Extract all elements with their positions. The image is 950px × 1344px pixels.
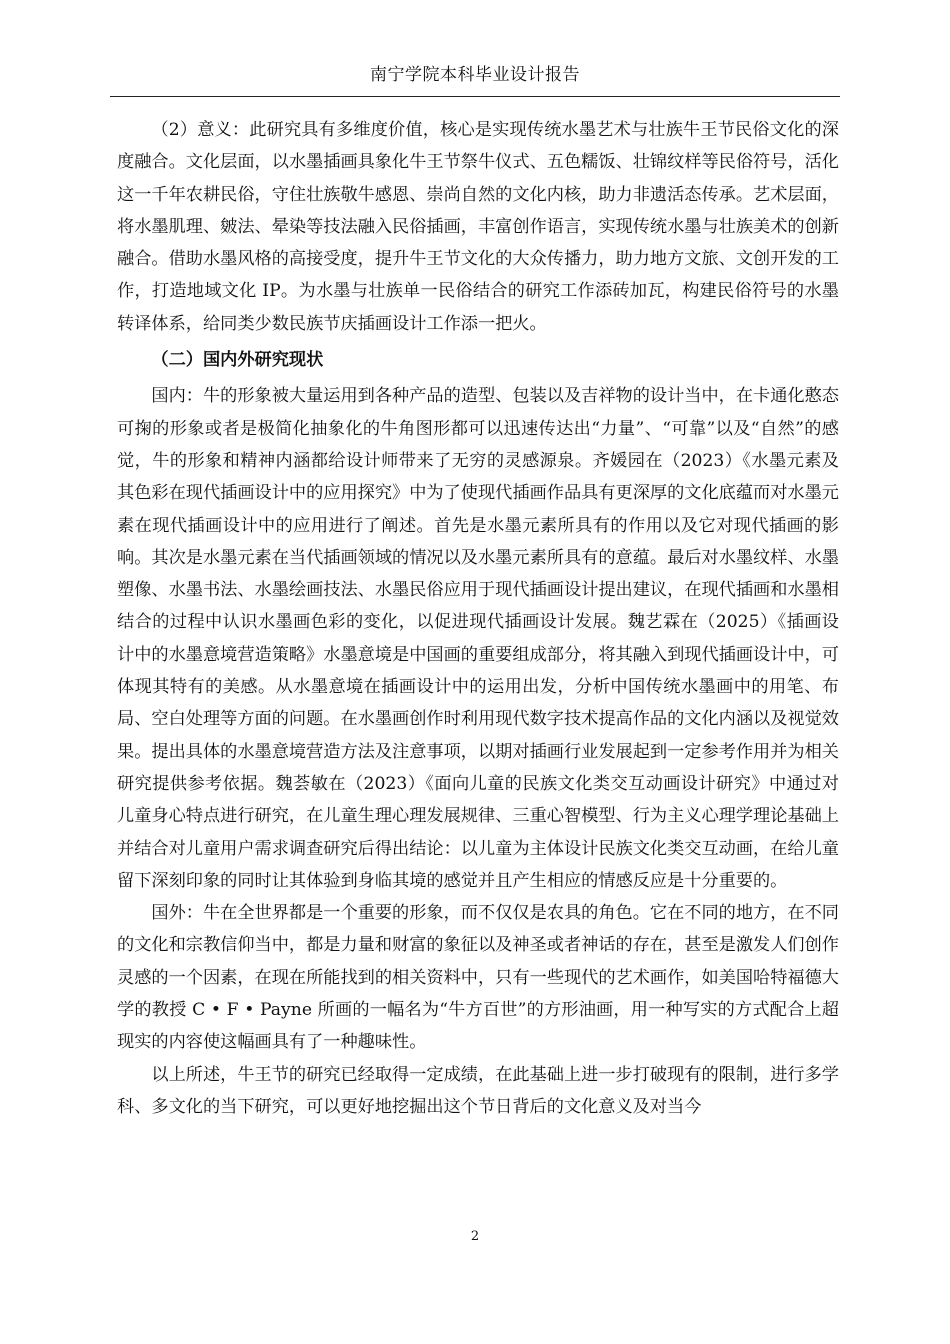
running-header: 南宁学院本科毕业设计报告: [370, 65, 580, 85]
foreign-research-paragraph: 国外：牛在全世界都是一个重要的形象，而不仅仅是农具的角色。它在不同的地方，在不同的文化和宗教信仰当中，都是力量和财富的象征以及神圣或者神话的存在，甚至是激发人们创作灵感的一个因素，在现在所能找到的相关资料中，只有一些现代的艺术画作，如美国哈特福德大学的教授 C • F • Payne 所画的一幅名为“牛方百世”的方形油画，用一种写实的方式配合上超现实的内容使这幅画具有了一种趣味性。: [117, 903, 839, 1053]
section-heading: （二）国内外研究现状: [151, 350, 324, 371]
page-body: [117, 114, 839, 1123]
domestic-research-paragraph: 国内：牛的形象被大量运用到各种产品的造型、包装以及吉祥物的设计当中，在卡通化憨态可掬的形象或者是极简化抽象化的牛角图形都可以迅速传达出“力量”、“可靠”以及“自然”的感觉，牛的形象和精神内涵都给设计师带来了无穷的灵感源泉。齐媛园在（2023）《水墨元素及其色彩在现代插画设计中的应用探究》中为了使现代插画作品具有更深厚的文化底蕴而对水墨元素在现代插画设计中的应用进行了阐述。首先是水墨元素所具有的作用以及它对现代插画的影响。其次是水墨元素在当代插画领域的情况以及水墨元素所具有的意蕴。最后对水墨纹样、水墨塑像、水墨书法、水墨绘画技法、水墨民俗应用于现代插画设计提出建议，在现代插画和水墨相结合的过程中认识水墨画色彩的变化，以促进现代插画设计发展。魏艺霖在（2025）《插画设计中的水墨意境营造策略》水墨意境是中国画的重要组成部分，将其融入到现代插画设计中，可体现其特有的美感。从水墨意境在插画设计中的运用出发，分析中国传统水墨画中的用笔、布局、空白处理等方面的问题。在水墨画创作时利用现代数字技术提高作品的文化内涵以及视觉效果。提出具体的水墨意境营造方法及注意事项，以期对插画行业发展起到一定参考作用并为相关研究提供参考依据。魏荟敏在（2023）《面向儿童的民族文化类交互动画设计研究》中通过对儿童身心特点进行研究，在儿童生理心理发展规律、三重心智模型、行为主义心理学理论基础上并结合对儿童用户需求调查研究后得出结论：以儿童为主体设计民族文化类交互动画，在给儿童留下深刻印象的同时让其体验到身临其境的感觉并且产生相应的情感反应是十分重要的。: [117, 386, 839, 891]
significance-paragraph: （2）意义：此研究具有多维度价值，核心是实现传统水墨艺术与壮族牛王节民俗文化的深度融合。文化层面，以水墨插画具象化牛王节祭牛仪式、五色糯饭、壮锦纹样等民俗符号，活化这一千年农耕民俗，守住壮族敬牛感恩、崇尚自然的文化内核，助力非遗活态传承。艺术层面，将水墨肌理、皴法、晕染等技法融入民俗插画，丰富创作语言，实现传统水墨与壮族美术的创新融合。借助水墨风格的高接受度，提升牛王节文化的大众传播力，助力地方文旅、文创开发的工作，打造地域文化 IP。为水墨与壮族单一民俗结合的研究工作添砖加瓦，构建民俗符号的水墨转译体系，给同类少数民族节庆插画设计工作添一把火。: [117, 120, 839, 334]
page-number: 2: [470, 1229, 480, 1244]
summary-paragraph: 以上所述，牛王节的研究已经取得一定成绩，在此基础上进一步打破现有的限制，进行多学科、多文化的当下研究，可以更好地挖掘出这个节日背后的文化意义及对当今: [117, 1064, 839, 1117]
header-divider: [110, 96, 840, 97]
